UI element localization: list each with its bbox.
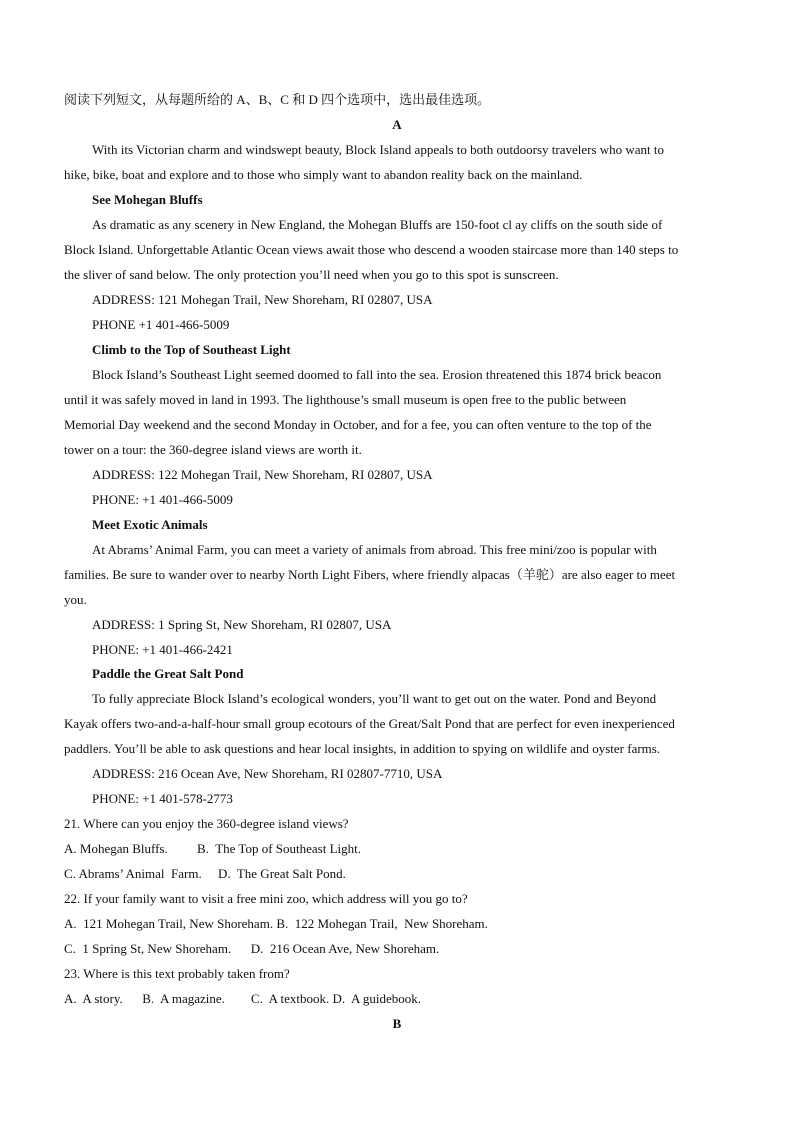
question-options: A. Mohegan Bluffs. B. The Top of Southeast Light.: [64, 841, 361, 856]
paragraph-line: Memorial Day weekend and the second Monday in October, and for a fee, you can often venture to the top of the: [64, 417, 652, 432]
address-line: ADDRESS: 122 Mohegan Trail, New Shoreham, RI 02807, USA: [92, 467, 433, 482]
section-b-heading: B: [392, 1016, 402, 1031]
address-line: ADDRESS: 1 Spring St, New Shoreham, RI 02807, USA: [92, 617, 392, 632]
paragraph-line: Kayak offers two-and-a-half-hour small group ecotours of the Great/Salt Pond that are perfect for even inexperienced: [64, 716, 675, 731]
paragraph-line: families. Be sure to wander over to nearby North Light Fibers, where friendly alpacas（羊驼）are also eager to meet: [64, 567, 676, 582]
section-heading: See Mohegan Bluffs: [92, 192, 203, 207]
paragraph-line: tower on a tour: the 360-degree island views are worth it.: [64, 442, 362, 457]
intro-line: With its Victorian charm and windswept beauty, Block Island appeals to both outdoorsy travelers who want to: [92, 142, 665, 157]
question-options: A. A story. B. A magazine. C. A textbook. D. A guidebook.: [64, 991, 422, 1006]
paragraph-line: Block Island’s Southeast Light seemed doomed to fall into the sea. Erosion threatened this 1874 brick beacon: [92, 367, 662, 382]
phone-line: PHONE +1 401-466-5009: [92, 317, 230, 332]
section-heading: Meet Exotic Animals: [92, 517, 208, 532]
instruction: 阅读下列短文，从每题所给的 A、B、C 和 D 四个选项中，选出最佳选项。: [64, 92, 491, 107]
paragraph-line: At Abrams’ Animal Farm, you can meet a variety of animals from abroad. This free mini/zoo is popular with: [92, 542, 657, 557]
question-stem: 21. Where can you enjoy the 360-degree island views?: [64, 816, 349, 831]
paragraph-line: the sliver of sand below. The only protection you’ll need when you go to this spot is sunscreen.: [64, 267, 559, 282]
intro-line: hike, bike, boat and explore and to those who simply want to abandon reality back on the mainland.: [64, 167, 583, 182]
paragraph-line: To fully appreciate Block Island’s ecological wonders, you’ll want to get out on the water. Pond and Beyond: [92, 691, 657, 706]
question-stem: 22. If your family want to visit a free mini zoo, which address will you go to?: [64, 891, 468, 906]
paragraph-line: until it was safely moved in land in 1993. The lighthouse’s small museum is open free to the public between: [64, 392, 627, 407]
phone-line: PHONE: +1 401-466-2421: [92, 642, 233, 657]
section-heading: Paddle the Great Salt Pond: [92, 666, 244, 681]
question-stem: 23. Where is this text probably taken from?: [64, 966, 290, 981]
address-line: ADDRESS: 121 Mohegan Trail, New Shoreham, RI 02807, USA: [92, 292, 433, 307]
phone-line: PHONE: +1 401-578-2773: [92, 791, 233, 806]
paragraph-line: you.: [64, 592, 87, 607]
paragraph-line: paddlers. You’ll be able to ask questions and hear local insights, in addition to spying on wildlife and oyster farms.: [64, 741, 661, 756]
paragraph-line: As dramatic as any scenery in New England, the Mohegan Bluffs are 150-foot cl ay cliffs on the south side of: [92, 217, 663, 232]
phone-line: PHONE: +1 401-466-5009: [92, 492, 233, 507]
question-options: C. 1 Spring St, New Shoreham. D. 216 Ocean Ave, New Shoreham.: [64, 941, 440, 956]
section-heading: Climb to the Top of Southeast Light: [92, 342, 291, 357]
question-options: C. Abrams’ Animal Farm. D. The Great Salt Pond.: [64, 866, 346, 881]
section-a-heading: A: [392, 117, 402, 132]
address-line: ADDRESS: 216 Ocean Ave, New Shoreham, RI 02807-7710, USA: [92, 766, 443, 781]
paragraph-line: Block Island. Unforgettable Atlantic Ocean views await those who descend a wooden staircase more than 140 steps to: [64, 242, 679, 257]
question-options: A. 121 Mohegan Trail, New Shoreham. B. 122 Mohegan Trail, New Shoreham.: [64, 916, 488, 931]
